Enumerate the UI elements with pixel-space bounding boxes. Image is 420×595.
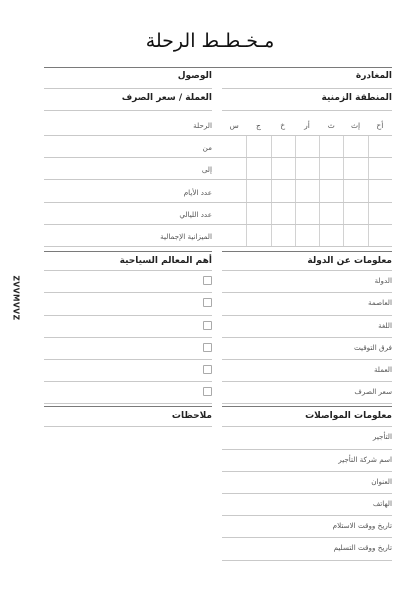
country-info-line [222, 292, 392, 293]
country-field-label: العاصمة [368, 298, 392, 307]
trip-field-label: من [202, 143, 212, 152]
landmark-line [44, 403, 212, 404]
day-column-divider [246, 135, 247, 246]
landmark-checkbox[interactable] [203, 298, 212, 307]
day-header: ج [256, 121, 261, 130]
landmark-checkbox[interactable] [203, 276, 212, 285]
landmark-line [44, 337, 212, 338]
country-field-label: فرق التوقيت [354, 343, 392, 352]
currency-label: العملة / سعر الصرف [121, 93, 212, 103]
day-column-divider [271, 135, 272, 246]
landmark-checkbox[interactable] [203, 343, 212, 352]
landmark-checkbox[interactable] [203, 387, 212, 396]
day-header: إث [350, 121, 361, 130]
brand-text: ZVVMVVZ [11, 275, 21, 321]
transport-rule [222, 406, 392, 407]
transport-field-label: الهاتف [372, 499, 392, 508]
landmark-checkbox[interactable] [203, 321, 212, 330]
landmark-checkbox[interactable] [203, 365, 212, 374]
country-info-line [222, 403, 392, 404]
page-title: مـخـطـط الرحلة [145, 30, 275, 52]
day-header: خ [280, 121, 286, 130]
transport-line [222, 426, 392, 427]
transport-field-label: تاريخ ووقت التسليم [333, 543, 392, 552]
trip-field-label: عدد الليالي [179, 210, 212, 219]
day-header: س [229, 121, 239, 130]
notes-line [44, 426, 212, 427]
top-rule [44, 67, 392, 68]
country-info-line [222, 337, 392, 338]
trip-field-line [44, 135, 392, 136]
brand-logo [9, 268, 23, 328]
country-info-line [222, 315, 392, 316]
trip-field-line [44, 202, 392, 203]
landmarks-rule [44, 251, 212, 252]
arrival-line [44, 88, 212, 89]
arrival-label: الوصول [177, 71, 212, 81]
trip-field-label: إلى [201, 165, 212, 174]
transport-title: معلومات المواصلات [305, 411, 392, 421]
trip-field-line [44, 246, 392, 247]
timeframe-label: المنطقة الزمنية [321, 93, 392, 103]
transport-line [222, 515, 392, 516]
day-column-divider [295, 135, 296, 246]
trip-field-label: الرحلة [193, 121, 212, 130]
trip-field-label: الميزانية الإجمالية [160, 232, 212, 241]
timeframe-line [222, 110, 392, 111]
transport-line [222, 449, 392, 450]
day-column-divider [319, 135, 320, 246]
country-info-title: معلومات عن الدولة [307, 256, 392, 266]
departure-label: المغادرة [355, 71, 392, 81]
trip-field-line [44, 179, 392, 180]
transport-field-label: العنوان [371, 477, 392, 486]
landmark-line [44, 359, 212, 360]
landmark-line [44, 315, 212, 316]
notes-title: ملاحظات [171, 411, 212, 421]
trip-field-label: عدد الأيام [183, 188, 212, 197]
country-field-label: سعر الصرف [354, 387, 392, 396]
country-field-label: الدولة [374, 276, 392, 285]
transport-line [222, 537, 392, 538]
country-info-line [222, 381, 392, 382]
country-info-line [222, 359, 392, 360]
transport-line [222, 560, 392, 561]
departure-line [222, 88, 392, 89]
country-field-label: العملة [373, 365, 392, 374]
landmark-line [44, 381, 212, 382]
trip-field-line [44, 157, 392, 158]
transport-field-label: التأجير [372, 432, 392, 441]
landmark-line [44, 292, 212, 293]
notes-rule [44, 406, 212, 407]
day-header: أح [376, 121, 384, 130]
country-field-label: اللغة [378, 321, 392, 330]
landmarks-title: أهم المعالم السياحية [119, 256, 212, 266]
landmark-line [44, 270, 212, 271]
currency-line [44, 110, 212, 111]
day-column-divider [368, 135, 369, 246]
trip-field-line [44, 224, 392, 225]
transport-line [222, 493, 392, 494]
day-header: أر [304, 121, 310, 130]
country-info-rule [222, 251, 392, 252]
day-header: ث [327, 121, 335, 130]
day-column-divider [343, 135, 344, 246]
country-info-line [222, 270, 392, 271]
transport-field-label: تاريخ ووقت الاستلام [332, 521, 392, 530]
transport-line [222, 471, 392, 472]
transport-field-label: اسم شركة التأجير [338, 455, 392, 464]
